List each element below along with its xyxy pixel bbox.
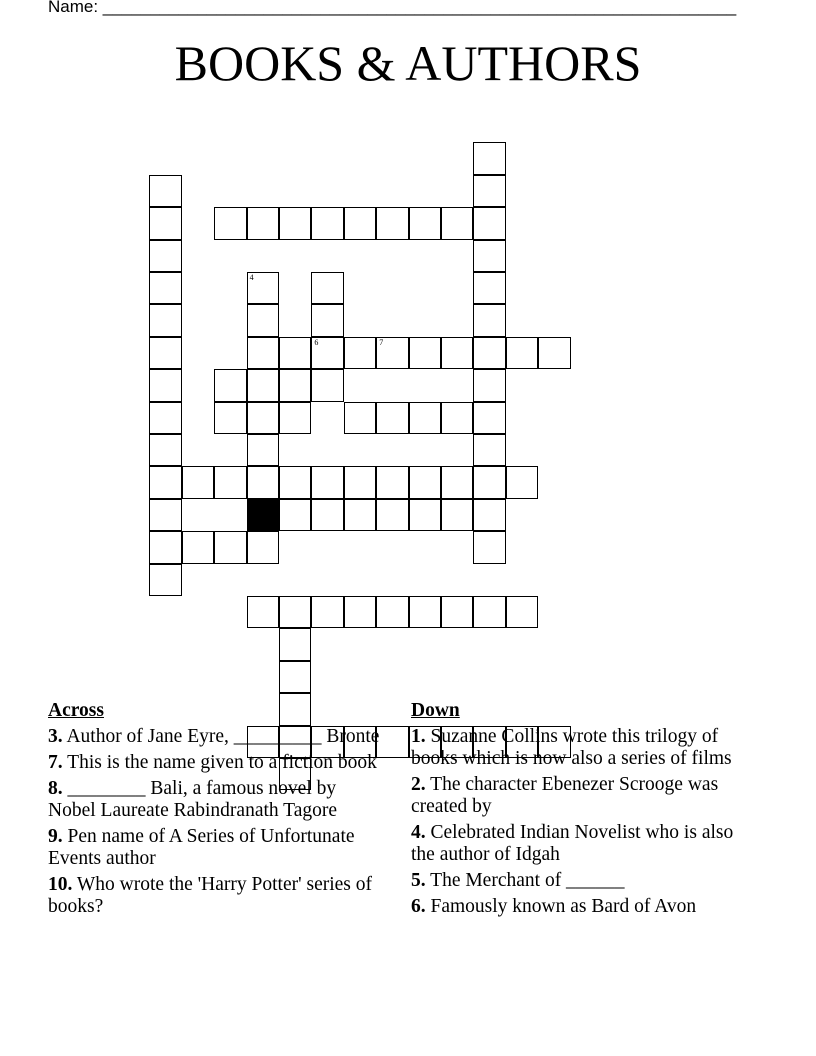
across-clue <box>48 778 388 822</box>
crossword-cell[interactable] <box>247 304 279 336</box>
crossword-cell[interactable] <box>473 207 505 239</box>
clue-number: 2. <box>411 774 426 795</box>
across-clue <box>48 874 388 918</box>
crossword-cell[interactable] <box>247 337 279 369</box>
crossword-cell[interactable] <box>376 402 408 434</box>
crossword-cell[interactable] <box>247 272 279 304</box>
crossword-cell[interactable] <box>149 240 181 272</box>
clue-text: Author of Jane Eyre, _________ Bronte <box>66 726 380 747</box>
clue-text: Famously known as Bard of Avon <box>430 896 697 917</box>
clue-text: This is the name given to a fiction book <box>67 752 377 773</box>
clue-text: The Merchant of ______ <box>430 870 625 891</box>
clue-number-label: 6 <box>314 337 319 347</box>
crossword-cell[interactable] <box>441 466 473 498</box>
crossword-cell[interactable] <box>441 337 473 369</box>
clue-text: Pen name of A Series of Unfortunate Events author <box>48 826 355 869</box>
crossword-cell[interactable] <box>344 402 376 434</box>
crossword-cell[interactable] <box>473 434 505 466</box>
across-clue <box>48 826 388 870</box>
clue-number: 10. <box>48 874 73 895</box>
crossword-cell[interactable] <box>473 369 505 401</box>
crossword-cell[interactable] <box>247 499 279 531</box>
clue-text: The character Ebenezer Scrooge was created by <box>411 774 719 817</box>
clue-number-label: 7 <box>379 337 384 347</box>
crossword-cell[interactable] <box>473 596 505 628</box>
crossword-cell[interactable] <box>473 499 505 531</box>
crossword-cell[interactable] <box>311 499 343 531</box>
crossword-cell[interactable] <box>311 466 343 498</box>
crossword-cell[interactable] <box>473 466 505 498</box>
crossword-cell[interactable] <box>311 369 343 401</box>
crossword-cell[interactable] <box>409 596 441 628</box>
crossword-cell[interactable] <box>311 272 343 304</box>
clue-number: 3. <box>48 726 63 747</box>
crossword-cell[interactable] <box>149 272 181 304</box>
crossword-cell[interactable] <box>473 142 505 174</box>
crossword-cell[interactable] <box>149 207 181 239</box>
crossword-cell[interactable] <box>311 337 343 369</box>
crossword-cell[interactable] <box>247 466 279 498</box>
across-heading: Across <box>48 700 104 721</box>
across-clues <box>48 700 388 922</box>
crossword-cell[interactable] <box>149 337 181 369</box>
crossword-cell[interactable] <box>506 596 538 628</box>
down-clue <box>411 870 761 892</box>
crossword-cell[interactable] <box>149 499 181 531</box>
crossword-cell[interactable] <box>473 402 505 434</box>
crossword-cell[interactable] <box>214 466 246 498</box>
clue-number: 9. <box>48 826 63 847</box>
crossword-cell[interactable] <box>247 369 279 401</box>
crossword-cell[interactable] <box>409 499 441 531</box>
crossword-cell[interactable] <box>344 466 376 498</box>
crossword-cell[interactable] <box>182 531 214 563</box>
across-clue <box>48 752 388 774</box>
crossword-cell[interactable] <box>376 337 408 369</box>
name-field[interactable]: Name: ___________________________________________________________________ <box>48 0 737 16</box>
crossword-cell[interactable] <box>149 369 181 401</box>
clue-number: 1. <box>411 726 426 747</box>
crossword-cell[interactable] <box>149 564 181 596</box>
crossword-cell[interactable] <box>279 337 311 369</box>
across-clue <box>48 726 388 748</box>
crossword-cell[interactable] <box>473 304 505 336</box>
crossword-cell[interactable] <box>247 531 279 563</box>
crossword-cell[interactable] <box>409 466 441 498</box>
clue-number: 6. <box>411 896 426 917</box>
clue-number-label: 4 <box>249 273 254 282</box>
crossword-cell[interactable] <box>279 402 311 434</box>
crossword-cell[interactable] <box>247 434 279 466</box>
clue-number: 5. <box>411 870 426 891</box>
crossword-cell[interactable] <box>473 272 505 304</box>
crossword-cell[interactable] <box>247 402 279 434</box>
crossword-cell[interactable] <box>473 337 505 369</box>
clue-number: 8. <box>48 778 63 799</box>
down-heading: Down <box>411 700 460 721</box>
crossword-cell[interactable] <box>441 402 473 434</box>
crossword-cell[interactable] <box>279 661 311 693</box>
crossword-cell[interactable] <box>473 240 505 272</box>
crossword-cell[interactable] <box>214 531 246 563</box>
crossword-cell[interactable] <box>376 499 408 531</box>
crossword-cell[interactable] <box>344 596 376 628</box>
crossword-cell[interactable] <box>473 175 505 207</box>
down-clues <box>411 700 761 922</box>
crossword-cell[interactable] <box>376 596 408 628</box>
crossword-cell[interactable] <box>214 369 246 401</box>
crossword-cell[interactable] <box>279 207 311 239</box>
crossword-cell[interactable] <box>149 531 181 563</box>
crossword-cell[interactable] <box>344 499 376 531</box>
crossword-cell[interactable] <box>506 466 538 498</box>
crossword-cell[interactable] <box>311 207 343 239</box>
clue-text: Suzanne Collins wrote this trilogy of books which is now also a series of films <box>411 726 732 769</box>
crossword-cell[interactable] <box>214 207 246 239</box>
page-title: BOOKS & AUTHORS <box>174 35 642 91</box>
crossword-cell[interactable] <box>344 207 376 239</box>
clue-text: Celebrated Indian Novelist who is also the author of Idgah <box>411 822 734 865</box>
clue-text: ________ Bali, a famous novel by Nobel Laureate Rabindranath Tagore <box>48 778 338 821</box>
crossword-cell[interactable] <box>214 402 246 434</box>
clue-number: 7. <box>48 752 63 773</box>
clue-text: Who wrote the 'Harry Potter' series of books? <box>48 874 373 917</box>
crossword-cell[interactable] <box>473 531 505 563</box>
crossword-cell[interactable] <box>409 402 441 434</box>
down-clue <box>411 774 761 818</box>
crossword-cell[interactable] <box>149 402 181 434</box>
crossword-cell[interactable] <box>247 596 279 628</box>
crossword-cell[interactable] <box>279 628 311 660</box>
crossword-cell[interactable] <box>182 466 214 498</box>
crossword-cell[interactable] <box>149 466 181 498</box>
crossword-cell[interactable] <box>311 304 343 336</box>
crossword-cell[interactable] <box>441 596 473 628</box>
down-clue <box>411 896 761 918</box>
crossword-cell[interactable] <box>441 499 473 531</box>
crossword-cell[interactable] <box>409 337 441 369</box>
crossword-cell[interactable] <box>538 337 570 369</box>
crossword-cell[interactable] <box>279 499 311 531</box>
crossword-cell[interactable] <box>506 337 538 369</box>
crossword-cell[interactable] <box>376 466 408 498</box>
clue-number: 4. <box>411 822 426 843</box>
down-clue <box>411 726 761 770</box>
crossword-cell[interactable] <box>149 304 181 336</box>
crossword-cell[interactable] <box>279 596 311 628</box>
crossword-cell[interactable] <box>311 596 343 628</box>
crossword-cell[interactable] <box>279 369 311 401</box>
crossword-cell[interactable] <box>409 207 441 239</box>
crossword-cell[interactable] <box>344 337 376 369</box>
crossword-cell[interactable] <box>149 175 181 207</box>
crossword-cell[interactable] <box>279 466 311 498</box>
crossword-cell[interactable] <box>247 207 279 239</box>
crossword-cell[interactable] <box>441 207 473 239</box>
down-clue <box>411 822 761 866</box>
crossword-cell[interactable] <box>376 207 408 239</box>
crossword-cell[interactable] <box>149 434 181 466</box>
